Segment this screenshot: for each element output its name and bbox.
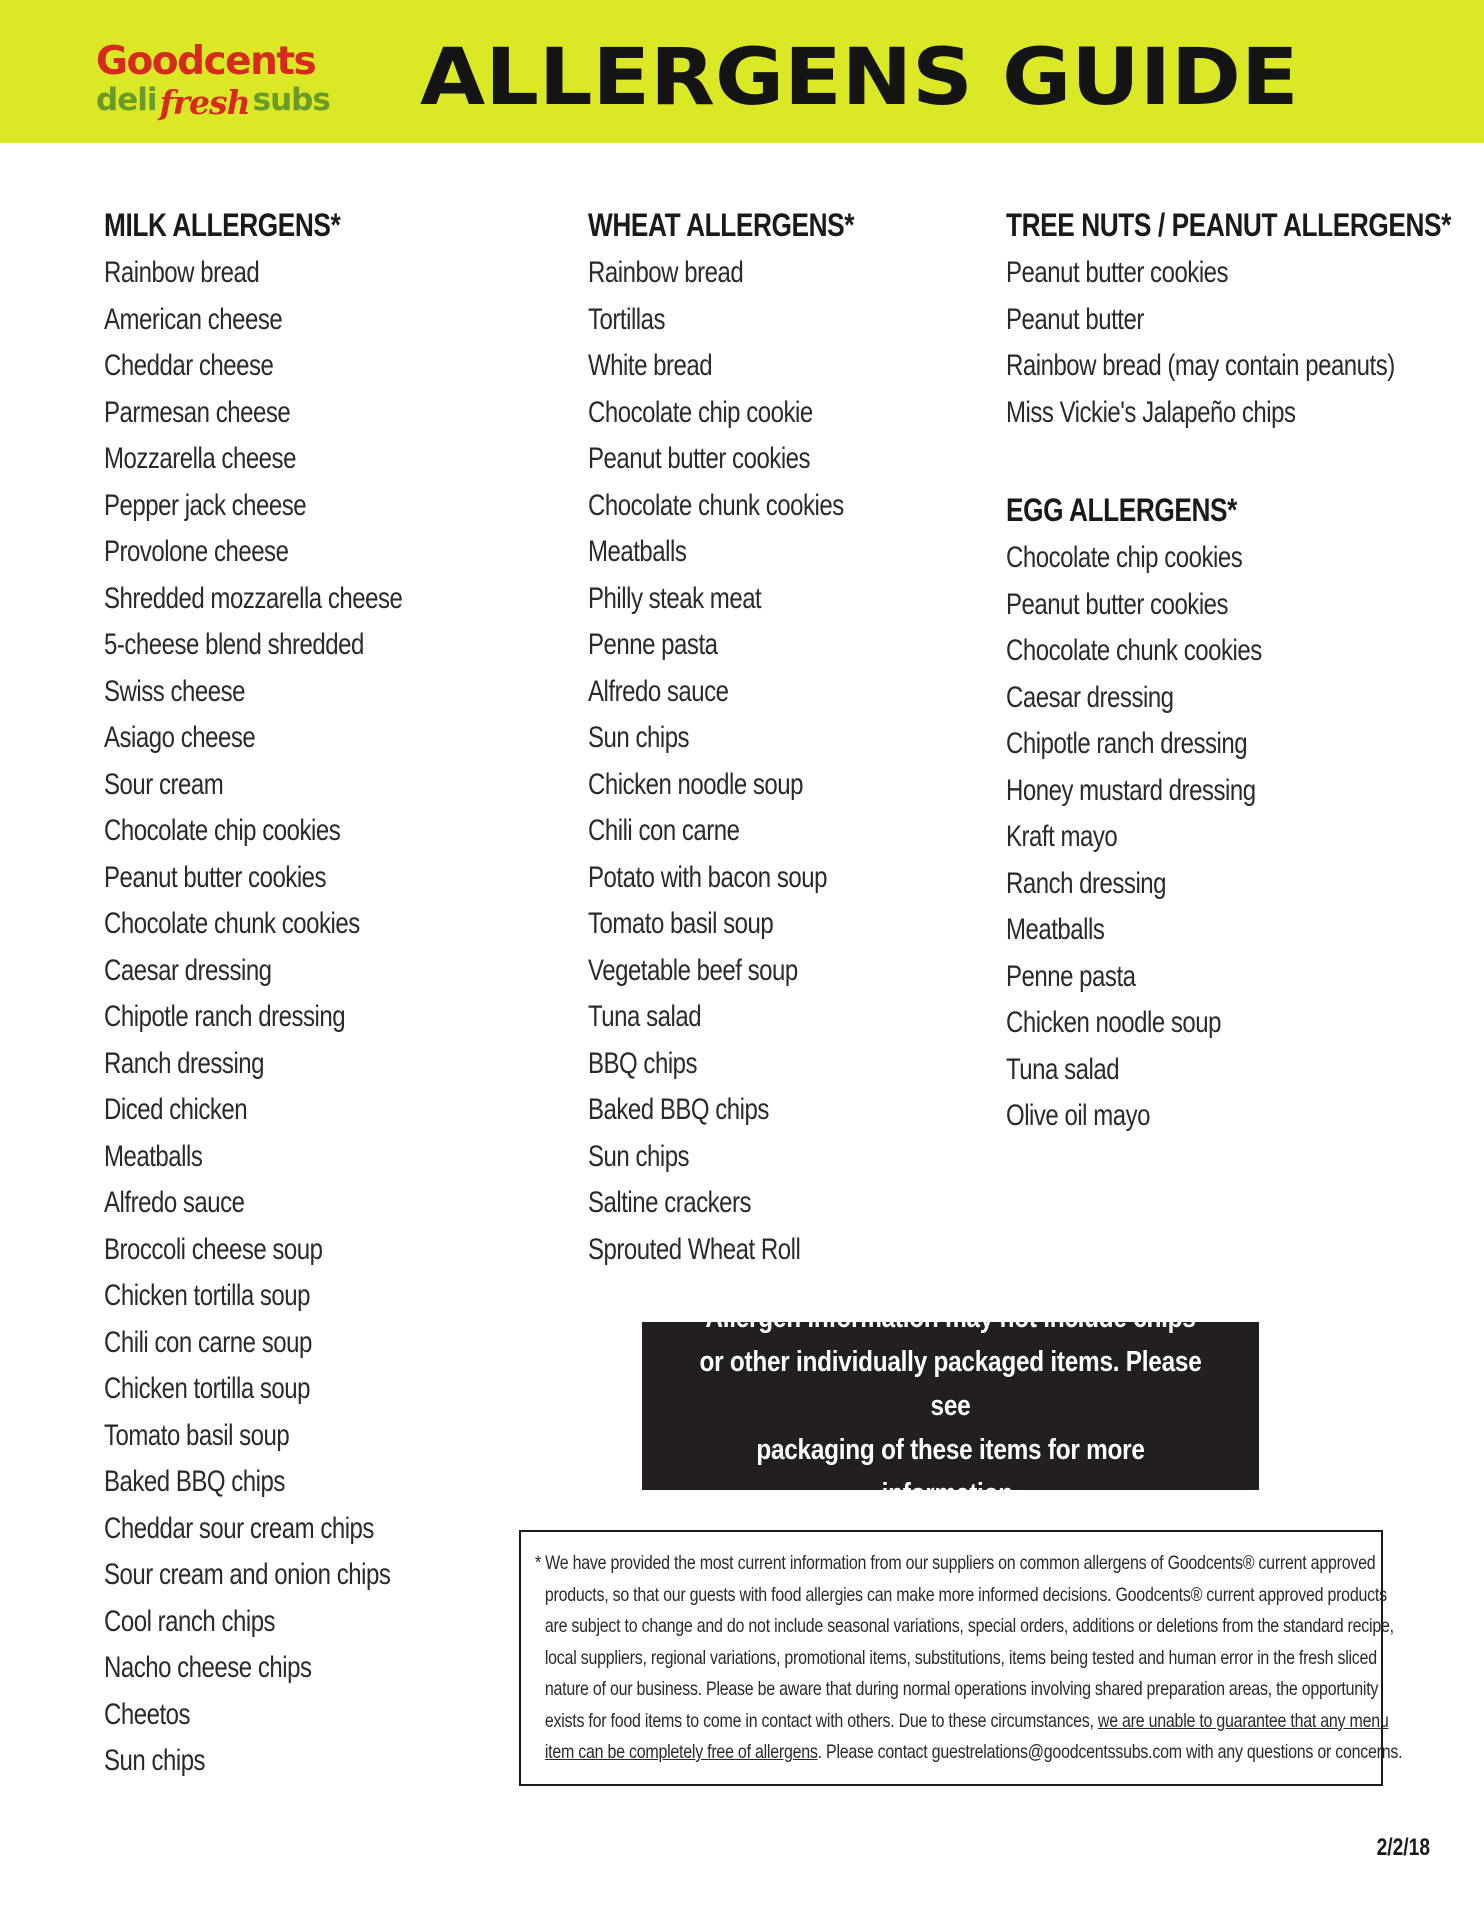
allergen-item: Caesar dressing xyxy=(1006,680,1174,714)
allergen-item: Diced chicken xyxy=(104,1093,248,1126)
allergen-item: Tuna salad xyxy=(1006,1052,1120,1086)
allergen-item: Caesar dressing xyxy=(104,953,272,987)
allergen-item: Alfredo sauce xyxy=(104,1186,245,1219)
allergen-item: Honey mustard dressing xyxy=(1006,773,1256,807)
logo-fresh: fresh xyxy=(159,83,250,122)
allergen-item: Saltine crackers xyxy=(588,1186,752,1219)
allergen-item: Cheddar sour cream chips xyxy=(104,1511,374,1545)
allergen-item: Philly steak meat xyxy=(588,581,762,615)
disclaimer-text xyxy=(535,1548,1403,1769)
allergen-item: Meatballs xyxy=(588,535,687,568)
allergen-item: Chili con carne xyxy=(588,814,740,847)
allergen-item: Miss Vickie's Jalapeño chips xyxy=(1006,395,1296,429)
page-title: ALLERGENS GUIDE xyxy=(420,33,1299,123)
allergen-item: Sun chips xyxy=(104,1744,206,1777)
allergen-item: Asiago cheese xyxy=(104,721,256,754)
allergen-item: Sprouted Wheat Roll xyxy=(588,1232,801,1266)
logo-brand: Goodcents xyxy=(96,39,316,84)
allergen-item: Shredded mozzarella cheese xyxy=(104,581,403,615)
disclaimer-line: nature of our business. Please be aware that during normal operations involving shared preparation areas, the opportunity xyxy=(544,1678,1379,1700)
allergen-item: Pepper jack cheese xyxy=(104,488,307,522)
allergen-item: Sun chips xyxy=(588,1139,690,1173)
egg-allergens-section xyxy=(1006,485,1476,1140)
allergen-item: 5-cheese blend shredded xyxy=(104,628,364,661)
allergen-item: Peanut butter cookies xyxy=(104,860,327,894)
logo-subs: subs xyxy=(252,82,330,118)
egg-allergens-list xyxy=(1006,535,1476,1140)
allergen-item: Penne pasta xyxy=(588,628,718,661)
nut-allergens-list xyxy=(1006,250,1476,436)
allergen-item: Baked BBQ chips xyxy=(588,1093,769,1126)
disclaimer-line: products, so that our guests with food allergies can make more informed decisions. Goodcents® current approved products xyxy=(544,1583,1387,1606)
allergen-item: Chocolate chunk cookies xyxy=(1006,634,1262,667)
allergen-item: White bread xyxy=(588,349,713,382)
allergen-item: Peanut butter cookies xyxy=(588,442,811,475)
allergen-item: Meatballs xyxy=(1006,913,1105,946)
allergen-item: Kraft mayo xyxy=(1006,820,1118,853)
disclaimer-line-text: exists for food items to come in contact with others. Due to these circumstances, xyxy=(544,1709,1098,1732)
allergen-item: Rainbow bread xyxy=(104,256,260,289)
allergen-item: Rainbow bread (may contain peanuts) xyxy=(1006,349,1395,382)
disclaimer-line xyxy=(535,1706,1389,1738)
allergen-item: Cheetos xyxy=(104,1697,191,1731)
disclaimer-line: * We have provided the most current information from our suppliers on common allergens of Goodcents® current approved xyxy=(535,1552,1376,1574)
revision-date: 2/2/18 xyxy=(1376,1834,1430,1861)
allergen-item: Meatballs xyxy=(104,1139,203,1173)
allergen-item: Provolone cheese xyxy=(104,535,289,568)
allergen-item: Peanut butter cookies xyxy=(1006,256,1229,289)
allergen-item: Ranch dressing xyxy=(104,1046,265,1080)
wheat-allergens-section xyxy=(588,200,978,1273)
allergen-item: Potato with bacon soup xyxy=(588,860,827,894)
allergen-item: Ranch dressing xyxy=(1006,866,1167,900)
allergen-item: Chocolate chunk cookies xyxy=(588,488,844,522)
allergen-item: Tomato basil soup xyxy=(104,1418,290,1452)
allergen-item: Peanut butter cookies xyxy=(1006,587,1229,621)
allergen-item: Penne pasta xyxy=(1006,959,1136,993)
allergen-item: Chocolate chip cookies xyxy=(104,814,341,847)
allergen-item: Chipotle ranch dressing xyxy=(104,1000,346,1033)
nut-allergens-section xyxy=(1006,200,1476,436)
allergen-item: American cheese xyxy=(104,302,283,336)
allergen-item: Olive oil mayo xyxy=(1006,1099,1150,1132)
allergen-item: Peanut butter xyxy=(1006,302,1144,336)
allergen-item: Tuna salad xyxy=(588,1000,702,1033)
allergen-item: Chocolate chunk cookies xyxy=(104,907,360,940)
goodcents-logo[interactable] xyxy=(96,39,330,122)
disclaimer-line: are subject to change and do not include seasonal variations, special orders, additions or deletions from the standard recipe, xyxy=(544,1615,1394,1637)
packaged-items-notice xyxy=(642,1302,1259,1510)
allergen-item: Rainbow bread xyxy=(588,256,744,289)
allergen-item: Chili con carne soup xyxy=(104,1325,312,1359)
milk-allergens-list xyxy=(104,250,524,1785)
allergen-item: Chicken noodle soup xyxy=(1006,1006,1222,1039)
guarantee-statement: item can be completely free of allergens xyxy=(544,1741,818,1763)
logo-deli: deli xyxy=(96,82,157,118)
header-banner xyxy=(0,0,1484,143)
allergen-item: BBQ chips xyxy=(588,1046,698,1080)
guarantee-statement: we are unable to guarantee that any menu xyxy=(1097,1709,1389,1732)
allergen-item: Nacho cheese chips xyxy=(104,1651,312,1684)
allergen-item: Parmesan cheese xyxy=(104,395,291,429)
disclaimer-line xyxy=(535,1737,1403,1769)
allergen-item: Chocolate chip cookie xyxy=(588,395,813,429)
allergen-item: Chicken tortilla soup xyxy=(104,1372,311,1405)
allergen-item: Sour cream and onion chips xyxy=(104,1558,391,1591)
allergen-item: Chicken tortilla soup xyxy=(104,1279,311,1312)
allergen-item: Chipotle ranch dressing xyxy=(1006,727,1248,760)
disclaimer-line: local suppliers, regional variations, promotional items, substitutions, items being tested and human error in the fresh sliced xyxy=(544,1646,1377,1669)
allergen-item: Baked BBQ chips xyxy=(104,1465,285,1498)
allergen-item: Vegetable beef soup xyxy=(588,953,798,987)
nut-allergens-heading: TREE NUTS / PEANUT ALLERGENS* xyxy=(1006,207,1451,243)
contact-statement: . Please contact guestrelations@goodcentssubs.com with any questions or concerns. xyxy=(817,1741,1403,1763)
allergen-item: Cool ranch chips xyxy=(104,1604,276,1638)
notice-text: Allergen information may not include chips or other individually packaged items. Please see packaging of these items for more information. xyxy=(699,1302,1202,1510)
allergen-item: Broccoli cheese soup xyxy=(104,1232,323,1266)
allergen-item: Chocolate chip cookies xyxy=(1006,541,1243,574)
wheat-allergens-list xyxy=(588,250,978,1273)
wheat-allergens-heading: WHEAT ALLERGENS* xyxy=(588,207,855,243)
allergen-item: Alfredo sauce xyxy=(588,674,729,708)
egg-allergens-heading: EGG ALLERGENS* xyxy=(1006,492,1237,528)
allergen-item: Tomato basil soup xyxy=(588,907,774,940)
allergen-item: Sour cream xyxy=(104,767,224,801)
logo-tagline xyxy=(96,80,330,120)
disclaimer-box xyxy=(519,1530,1403,1786)
allergen-item: Swiss cheese xyxy=(104,674,245,708)
allergen-item: Tortillas xyxy=(588,302,666,336)
allergen-item: Chicken noodle soup xyxy=(588,767,804,801)
milk-allergens-heading: MILK ALLERGENS* xyxy=(104,207,341,243)
milk-allergens-section xyxy=(104,200,524,1785)
allergen-item: Mozzarella cheese xyxy=(104,442,296,475)
allergen-item: Cheddar cheese xyxy=(104,349,274,382)
allergen-item: Sun chips xyxy=(588,721,690,754)
